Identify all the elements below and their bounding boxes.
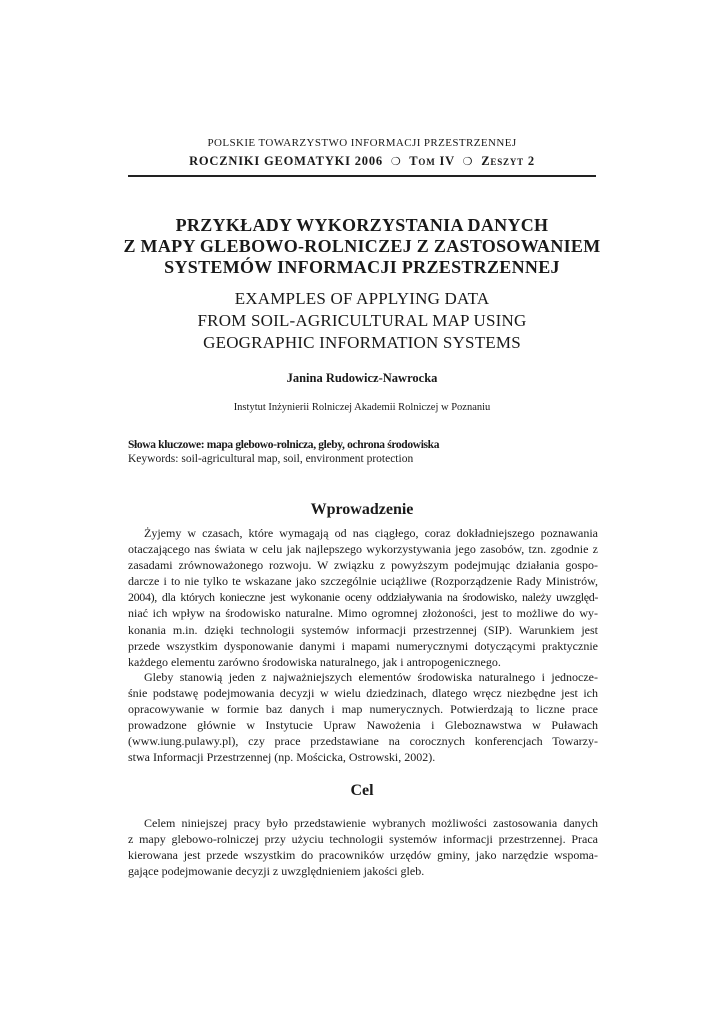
title-polish <box>0 215 724 278</box>
title-pl-line: Z MAPY GLEBOWO-ROLNICZEJ Z ZASTOSOWANIEM <box>123 236 601 256</box>
text-line: stwa Informacji Przestrzennej (np. Mościcka, Ostrowski, 2002). <box>128 750 436 765</box>
title-pl-line: PRZYKŁADY WYKORZYSTANIA DANYCH <box>175 215 549 235</box>
text-line: śnie podstawę podejmowania decyzji w wielu dziedzinach, dlatego wręcz niezbędne jest ich <box>128 686 598 701</box>
text-line: opracowywanie w formie baz danych i map numerycznych. Potwierdzają to liczne prace <box>128 702 598 717</box>
intro-paragraph-1 <box>128 525 598 670</box>
journal-volume: Tom IV <box>409 154 455 168</box>
keywords-block <box>128 438 598 466</box>
keywords-english: Keywords: soil-agricultural map, soil, environment protection <box>128 453 414 465</box>
text-line: otaczającego nas świata w celu jak najlepszego wykorzystywania jego zasobów, tzn. zgodnie z <box>128 542 598 557</box>
text-line: każdego elementu zarówno środowiska naturalnego, jak i antropogenicznego. <box>128 654 501 669</box>
journal-issue: Zeszyt 2 <box>481 154 535 168</box>
text-line: prowadzone głównie w Instytucie Upraw Nawożenia i Gleboznawstwa w Puławach <box>128 718 598 733</box>
title-en-line: GEOGRAPHIC INFORMATION SYSTEMS <box>203 333 521 352</box>
text-line: Żyjemy w czasach, które wymagają od nas ciągłego, coraz dokładniejszego poznawania <box>144 526 598 540</box>
journal-name: ROCZNIKI GEOMATYKI 2006 <box>189 154 383 168</box>
section-heading-intro: Wprowadzenie <box>310 501 414 518</box>
text-line: niać ich wpływ na środowisko naturalne. Mimo ogromnej złożoności, jest to możliwe do wy- <box>128 606 598 621</box>
text-line: darcze i to nie tylko te wskazane jako szczególnie uciążliwe (Rozporządzenie Rady Ministrów, <box>128 574 598 589</box>
cel-paragraph <box>128 815 598 879</box>
text-line: przede wszystkim dysponowanie danymi i mapami numerycznymi dotyczącymi praktycznie <box>128 638 598 653</box>
journal-line <box>0 154 724 169</box>
text-line: 2004), dla których konieczne jest wykonanie oceny oddziaływania na środowisko, należy uwzględ- <box>128 590 598 605</box>
separator-circle-icon: ❍ <box>462 156 474 168</box>
text-line: Gleby stanowią jeden z najważniejszych elementów środowiska naturalnego i jednocze- <box>144 670 598 684</box>
text-line: zasadami zrównoważonego rozwoju. W związku z powyższym podejmując działania gospo- <box>128 558 598 573</box>
header-rule <box>128 175 596 177</box>
title-en-line: FROM SOIL-AGRICULTURAL MAP USING <box>197 311 527 330</box>
section-heading-cel: Cel <box>350 782 374 799</box>
title-en-line: EXAMPLES OF APPLYING DATA <box>234 289 490 308</box>
keywords-polish: Słowa kluczowe: mapa glebowo-rolnicza, gleby, ochrona środowiska <box>128 439 440 451</box>
text-line: Celem niniejszej pracy było przedstawienie wybranych możliwości zastosowania danych <box>144 816 598 830</box>
society-name: POLSKIE TOWARZYSTWO INFORMACJI PRZESTRZENNEJ <box>207 137 517 149</box>
text-line: kierowana jest przede wszystkim do pracowników urzędów gminy, jako narzędzie wspoma- <box>128 848 598 863</box>
author-affiliation: Instytut Inżynierii Rolniczej Akademii Rolniczej w Poznaniu <box>233 402 491 413</box>
text-line: konania m.in. dzięki technologii systemów informacji przestrzennej (SIP). Warunkiem jest <box>128 622 598 637</box>
title-pl-line: SYSTEMÓW INFORMACJI PRZESTRZENNEJ <box>164 257 560 277</box>
text-line: z mapy glebowo-rolniczej przy użyciu technologii systemów informacji przestrzennej. Praca <box>128 832 598 847</box>
intro-paragraph-2 <box>128 669 598 766</box>
title-english <box>0 288 724 354</box>
text-line: (www.iung.pulawy.pl), czy prace przedstawiane na corocznych konferencjach Towarzy- <box>128 734 598 749</box>
text-line: gające podejmowanie decyzji z uwzględnieniem jakości gleb. <box>128 864 425 879</box>
author-name: Janina Rudowicz-Nawrocka <box>286 371 438 385</box>
separator-circle-icon: ❍ <box>390 156 402 168</box>
